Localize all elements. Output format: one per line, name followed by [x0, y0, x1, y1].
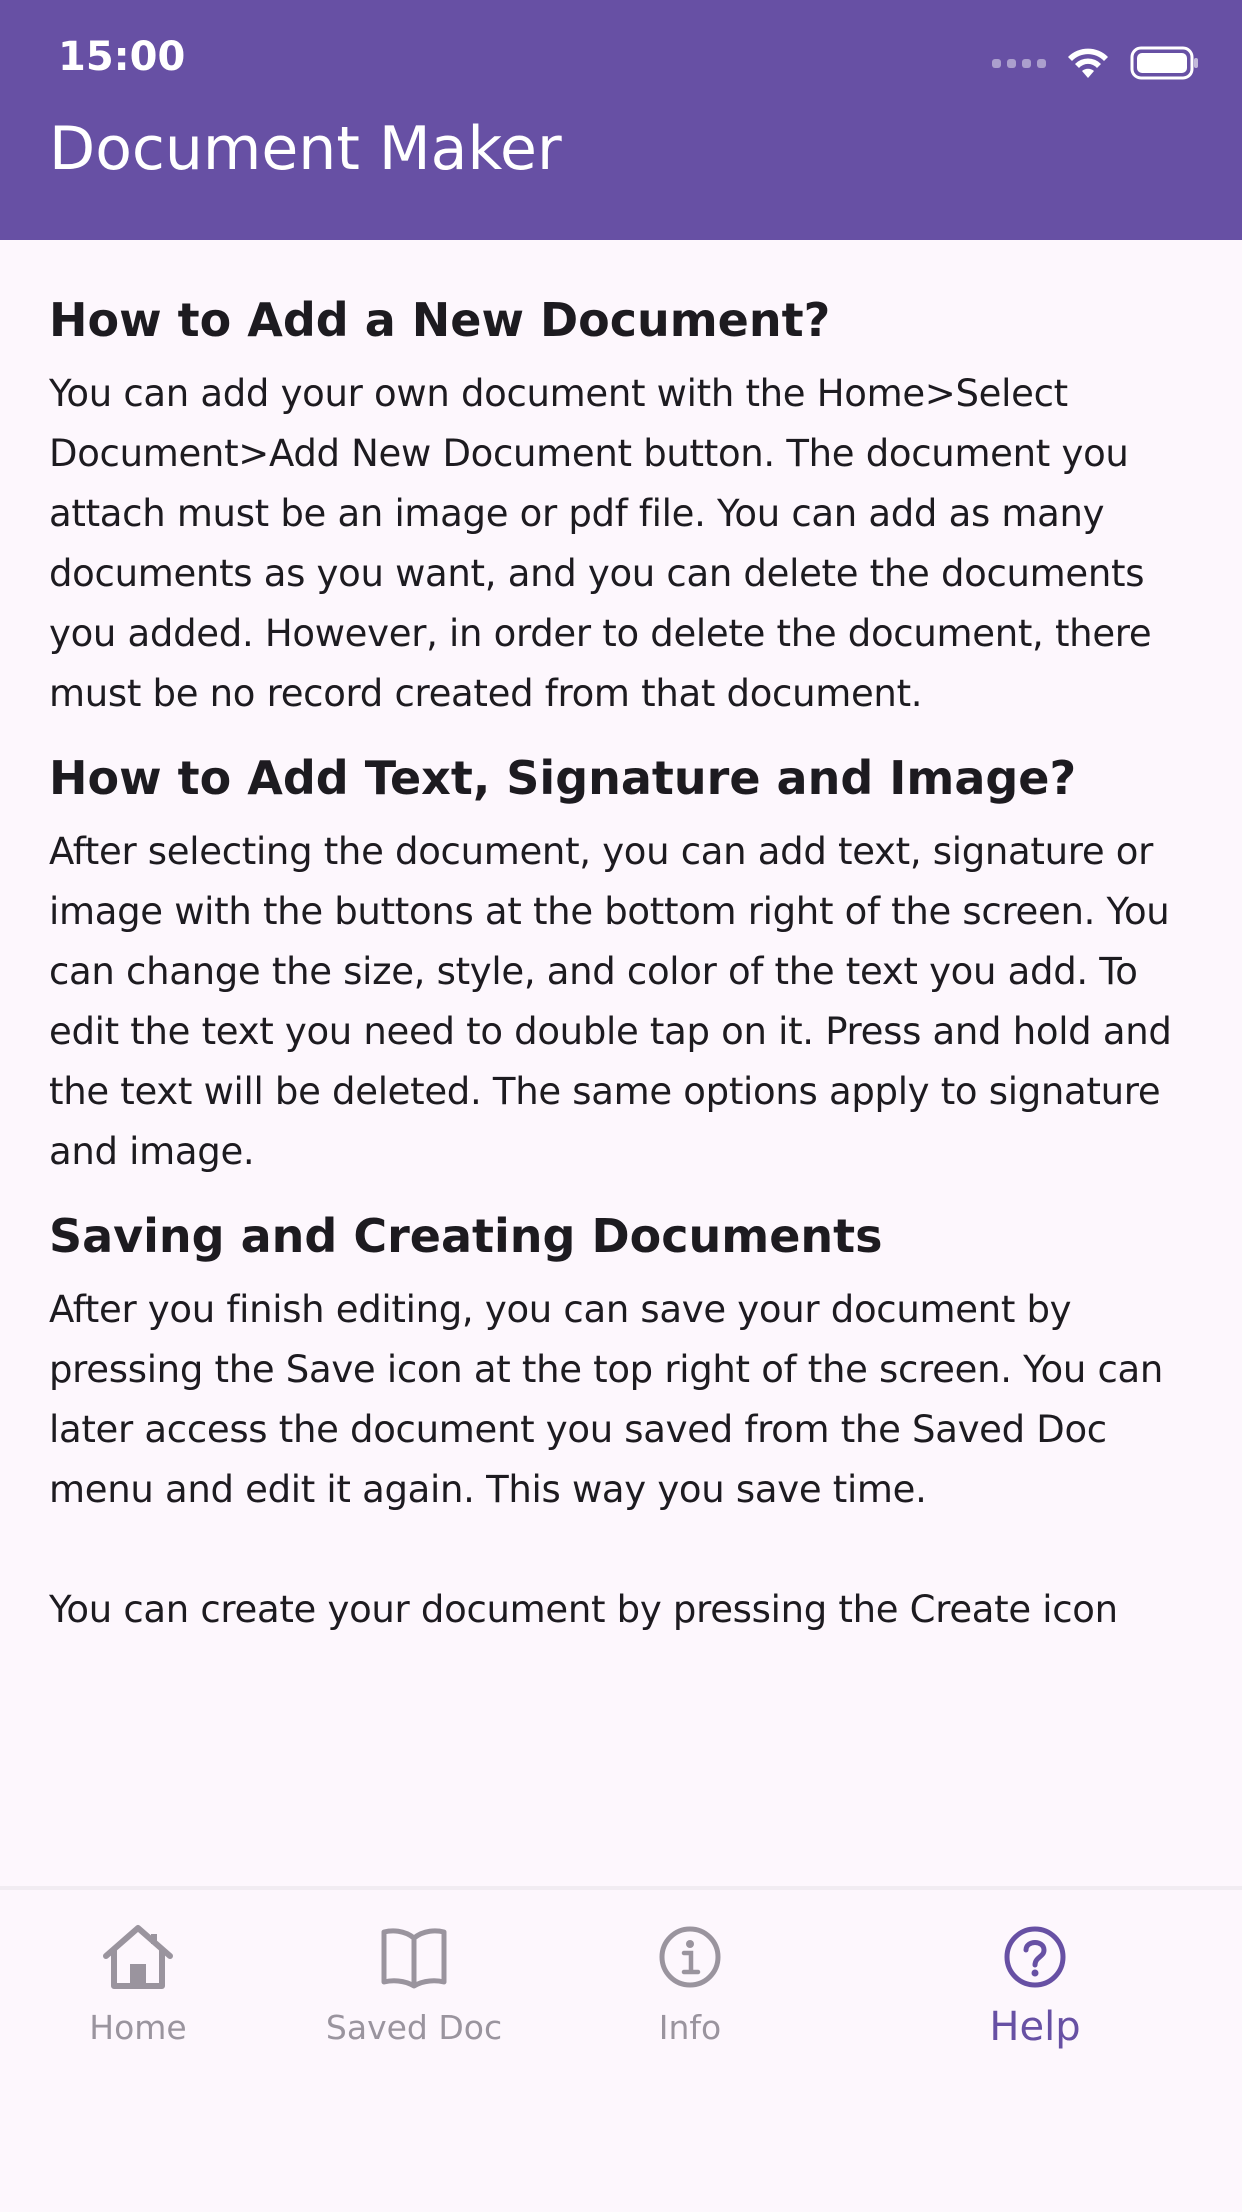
help-section	[49, 290, 1209, 724]
nav-item-help[interactable]	[915, 1920, 1155, 2050]
status-time: 15:00	[58, 34, 186, 80]
section-title: Saving and Creating Documents	[49, 1209, 883, 1263]
cellular-signal-icon	[992, 59, 1046, 68]
bottom-navigation	[0, 1886, 1242, 2212]
help-content	[49, 290, 1209, 1664]
home-icon	[98, 1920, 178, 1994]
nav-label-home: Home	[89, 2008, 187, 2047]
help-icon	[995, 1920, 1075, 1994]
app-title: Document Maker	[49, 114, 562, 184]
nav-label-saved-doc: Saved Doc	[325, 2008, 503, 2047]
section-body: You can add your own document with the Home>Select Document>Add New Document button. The document you attach must be an image or pdf file. You can add as many documents as you want, and you can delete the documents you added. However, in order to delete the document, there must be no record created from that document.	[49, 372, 1152, 715]
app-bar	[0, 0, 1242, 240]
section-body: After selecting the document, you can add text, signature or image with the buttons at the bottom right of the screen. You can change the size, style, and color of the text you add. To edit the text you need to double tap on it. Press and hold and the text will be deleted. The same options apply to signature and image.	[49, 830, 1172, 1173]
info-icon	[650, 1920, 730, 1994]
section-body: After you finish editing, you can save your document by pressing the Save icon at the top right of the screen. You can later access the document you saved from the Saved Doc menu and edit it again. This way you save time. You can create your document by pressing the Create icon	[49, 1288, 1164, 1631]
battery-icon	[1130, 46, 1200, 80]
nav-item-home[interactable]	[18, 1920, 258, 2047]
help-section	[49, 1206, 1209, 1640]
nav-item-info[interactable]	[570, 1920, 810, 2047]
nav-item-saved-doc[interactable]	[294, 1920, 534, 2047]
nav-label-help: Help	[989, 2004, 1081, 2050]
status-icons	[992, 46, 1200, 80]
book-icon	[374, 1920, 454, 1994]
section-title: How to Add Text, Signature and Image?	[49, 751, 1077, 805]
wifi-icon	[1066, 46, 1110, 80]
section-title: How to Add a New Document?	[49, 293, 831, 347]
help-section	[49, 748, 1209, 1182]
nav-label-info: Info	[658, 2008, 722, 2047]
